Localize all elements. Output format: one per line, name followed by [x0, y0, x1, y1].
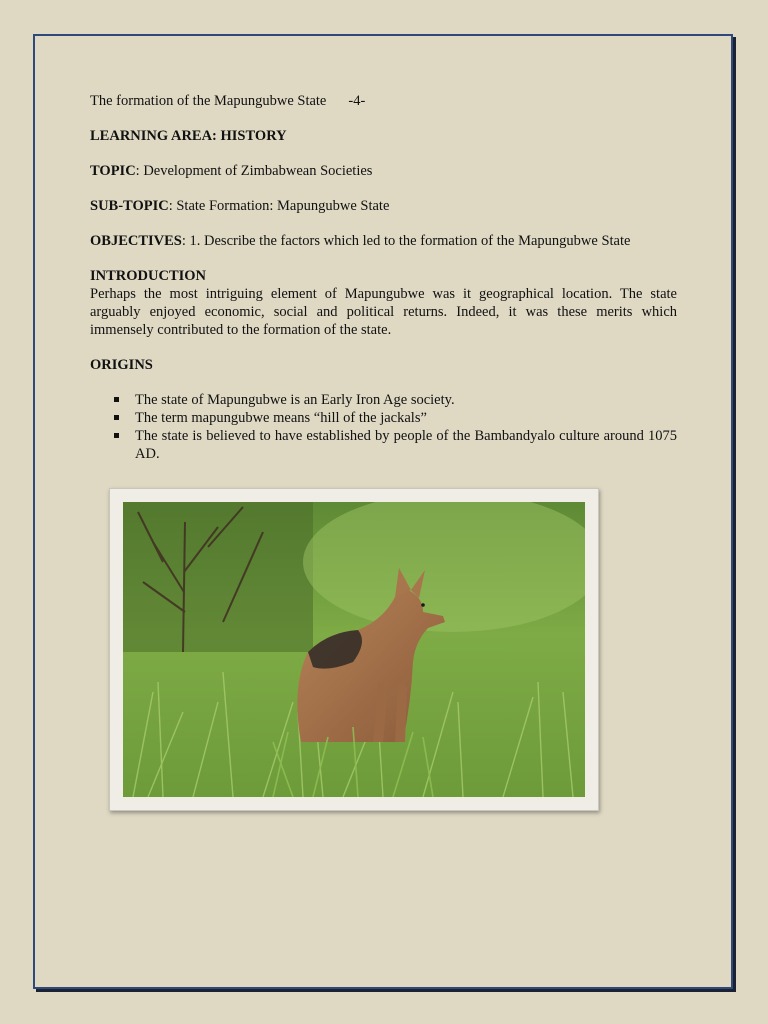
subtopic-label: SUB-TOPIC [90, 198, 169, 214]
document-title: The formation of the Mapungubwe State [90, 93, 327, 109]
topic-value: : Development of Zimbabwean Societies [135, 163, 373, 179]
topic-label: TOPIC [90, 163, 136, 179]
page-number: -4- [348, 93, 366, 109]
introduction-paragraph: Perhaps the most intriguing element of Mapungubwe was it geographical location. The state arguably enjoyed economic, social and political returns. Indeed, it was these merits which immensely contributed to the formation of the state. [90, 286, 677, 338]
jackal-illustration [123, 502, 585, 797]
objectives-line [90, 232, 677, 250]
jackal-photo [123, 502, 585, 797]
objectives-value: : 1. Describe the factors which led to the formation of the Mapungubwe State [181, 233, 631, 249]
list-item: The state is believed to have established by people of the Bambandyalo culture around 1075 AD. [90, 427, 677, 463]
photo-frame [109, 488, 599, 811]
learning-area-heading: LEARNING AREA: HISTORY [90, 128, 287, 144]
document-body [90, 92, 677, 463]
origins-heading: ORIGINS [90, 357, 153, 373]
origins-list [90, 391, 677, 463]
objectives-label: OBJECTIVES [90, 233, 182, 249]
header-line [90, 92, 677, 110]
subtopic-line [90, 197, 677, 215]
introduction-heading: INTRODUCTION [90, 268, 207, 284]
list-item: The state of Mapungubwe is an Early Iron Age society. [90, 391, 677, 409]
list-item: The term mapungubwe means “hill of the jackals” [90, 409, 677, 427]
topic-line [90, 162, 677, 180]
subtopic-value: : State Formation: Mapungubwe State [168, 198, 390, 214]
